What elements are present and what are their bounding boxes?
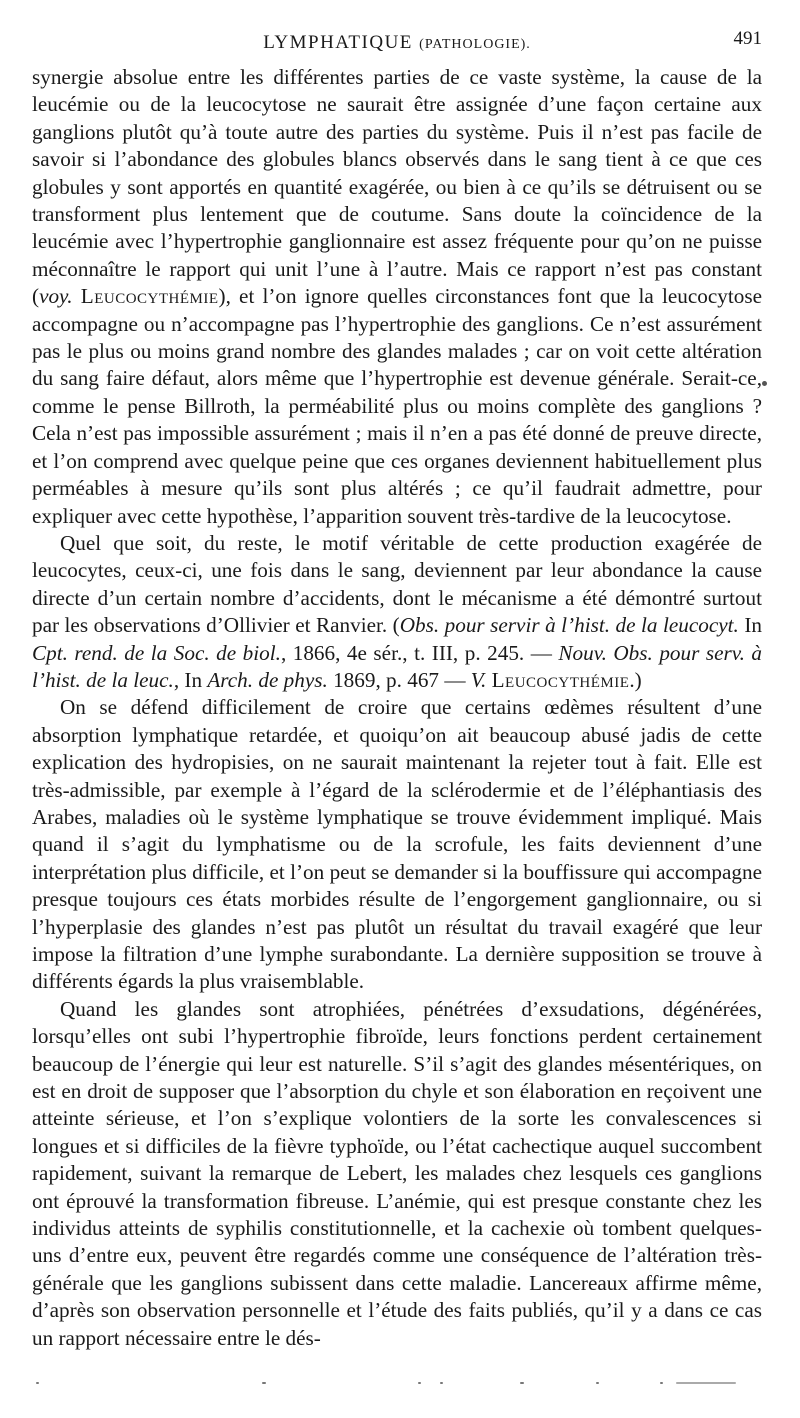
text-segment: voy. [39,284,73,309]
text-segment: ), et l’on ignore quelles circonstances font que la leucocytose accompagne ou n’accompagne pas l’hypertrophie des ganglions. Ce n’est assurément pas le plus ou moins grand nombre des glandes malades ; car on voit cette altération du sang faire défaut, alors même que l’hypertrophie est devenue générale. Serait-ce, comme le pense Billroth, la perméabilité plus ou moins complète des ganglions ? Cela n’est pas impossible assurément ; mais il n’en a pas été donné de preuve directe, et l’on comprend avec quelque peine que ces organes deviennent habituellement plus perméables à mesure qu’ils sont plus altérés ; ce qu’il faudrait admettre, pour expliquer avec cette hypothèse, l’apparition souvent très-tardive de la leucocytose. [32,284,763,528]
text-segment: V. [470,667,487,692]
text-segment [73,284,81,308]
paragraph-2 [32,530,762,694]
margin-speck [762,381,767,386]
text-segment: Quand les glandes sont atrophiées, pénétrées d’exsudations, dégénérées, lorsqu’elles ont subi l’hypertrophie fibroïde, leurs fonctions perdent certainement beaucoup de l’énergie qui leur est naturelle. S’il s’agit des glandes mésentériques, on est en droit de supposer que l’absorption du chyle et son élaboration en reçoivent une atteinte sérieuse, et l’on s’explique volontiers de la sorte les convalescences si longues et si difficiles de la fièvre typhoïde, ou l’état cachectique auquel succombent rapidement, suivant la remarque de Lebert, les malades chez lesquels ces ganglions ont éprouvé la transformation fibreuse. L’anémie, qui est presque constante chez les individus atteints de syphilis constitutionnelle, et la cachexie où tombent quelques-uns d’entre eux, peuvent être regardés comme une conséquence de l’altération très-générale que les ganglions subissent dans cette maladie. Lancereaux affirme même, d’après son observation personnelle et l’étude des faits publiés, qu’il y a dans ce cas un rapport nécessaire entre le dés- [32,996,762,1350]
text-segment: On se défend difficilement de croire que certains œdèmes résultent d’une absorption lymphatique retardée, et quoiqu’on ait beaucoup abusé jadis de cette explication des hydropisies, on ne saurait maintenant la rejeter tout à fait. Elle est très-admissible, par exemple à l’égard de la sclérodermie et de l’éléphantiasis des Arabes, maladies où le système lymphatique se trouve évidemment impliqué. Mais quand il s’agit du lymphatisme ou de la scrofule, les faits deviennent d’une interprétation plus difficile, et l’on peut se demander si la bouffissure qui accompagne presque toujours ces états morbides résulte de l’engorgement ganglionnaire, ou si l’hyperplasie des glandes n’est pas plutôt un résultat du travail exagéré que leur impose la filtration d’une lymphe surabondante. La dernière supposition se trouve à différents égards la plus vraisemblable. [32,695,762,994]
footer-specks [0,1382,800,1388]
text-segment: In [738,613,762,638]
page-number: 491 [733,28,762,49]
running-title [263,32,531,54]
text-segment: synergie absolue entre les différentes parties de ce vaste système, la cause de la leucémie ou de la leucocytose ne saurait être assignée d’une façon certaine aux ganglions plutôt qu’à toute autre des parties du système. Puis il n’est pas facile de savoir si l’abondance des globules blancs observés dans le sang tient à ce que ces globules y sont apportés en quantité exagérée, ou bien à ce qu’ils se détruisent ou se transforment plus lentement que de coutume. Sans doute la coïncidence de la leucémie avec l’hypertrophie ganglionnaire est assez fréquente pour qu’on ne puisse méconnaître le rapport qui unit l’une à l’autre. Mais ce rapport n’est pas constant ( [32,65,762,309]
text-segment: , In [173,667,208,692]
text-segment: .) [629,667,642,692]
text-segment: 1869, p. 467 — [327,667,471,692]
running-title-sub: (PATHOLOGIE). [419,37,531,52]
text-segment: Nouv. Obs. pour serv. à l’hist. de la leuc. [32,640,762,692]
text-segment: Leucocythémie [80,284,219,309]
text-segment: Obs. pour servir à l’hist. de la leucocyt. [399,613,739,638]
body-text [32,64,762,1352]
text-segment: Leucocythémie [491,667,630,692]
text-segment: Quel que soit, du reste, le motif véritable de cette production exagérée de leucocytes, ceux-ci, une fois dans le sang, deviennent par leur abondance la cause directe d’un certain nombre d’accidents, dont le mécanisme a été démontré surtout par les observations d’Ollivier et Ranvier. ( [32,530,762,638]
paragraph-1 [32,64,762,530]
paragraph-3 [32,694,762,995]
text-segment: , 1866, 4e sér., t. III, p. 245. — [280,640,559,665]
paragraph-4 [32,996,762,1352]
text-segment: Cpt. rend. de la Soc. de biol. [32,640,281,665]
running-title-main: LYMPHATIQUE [263,32,413,53]
running-head [32,28,762,64]
text-segment: Arch. de phys. [207,667,328,692]
